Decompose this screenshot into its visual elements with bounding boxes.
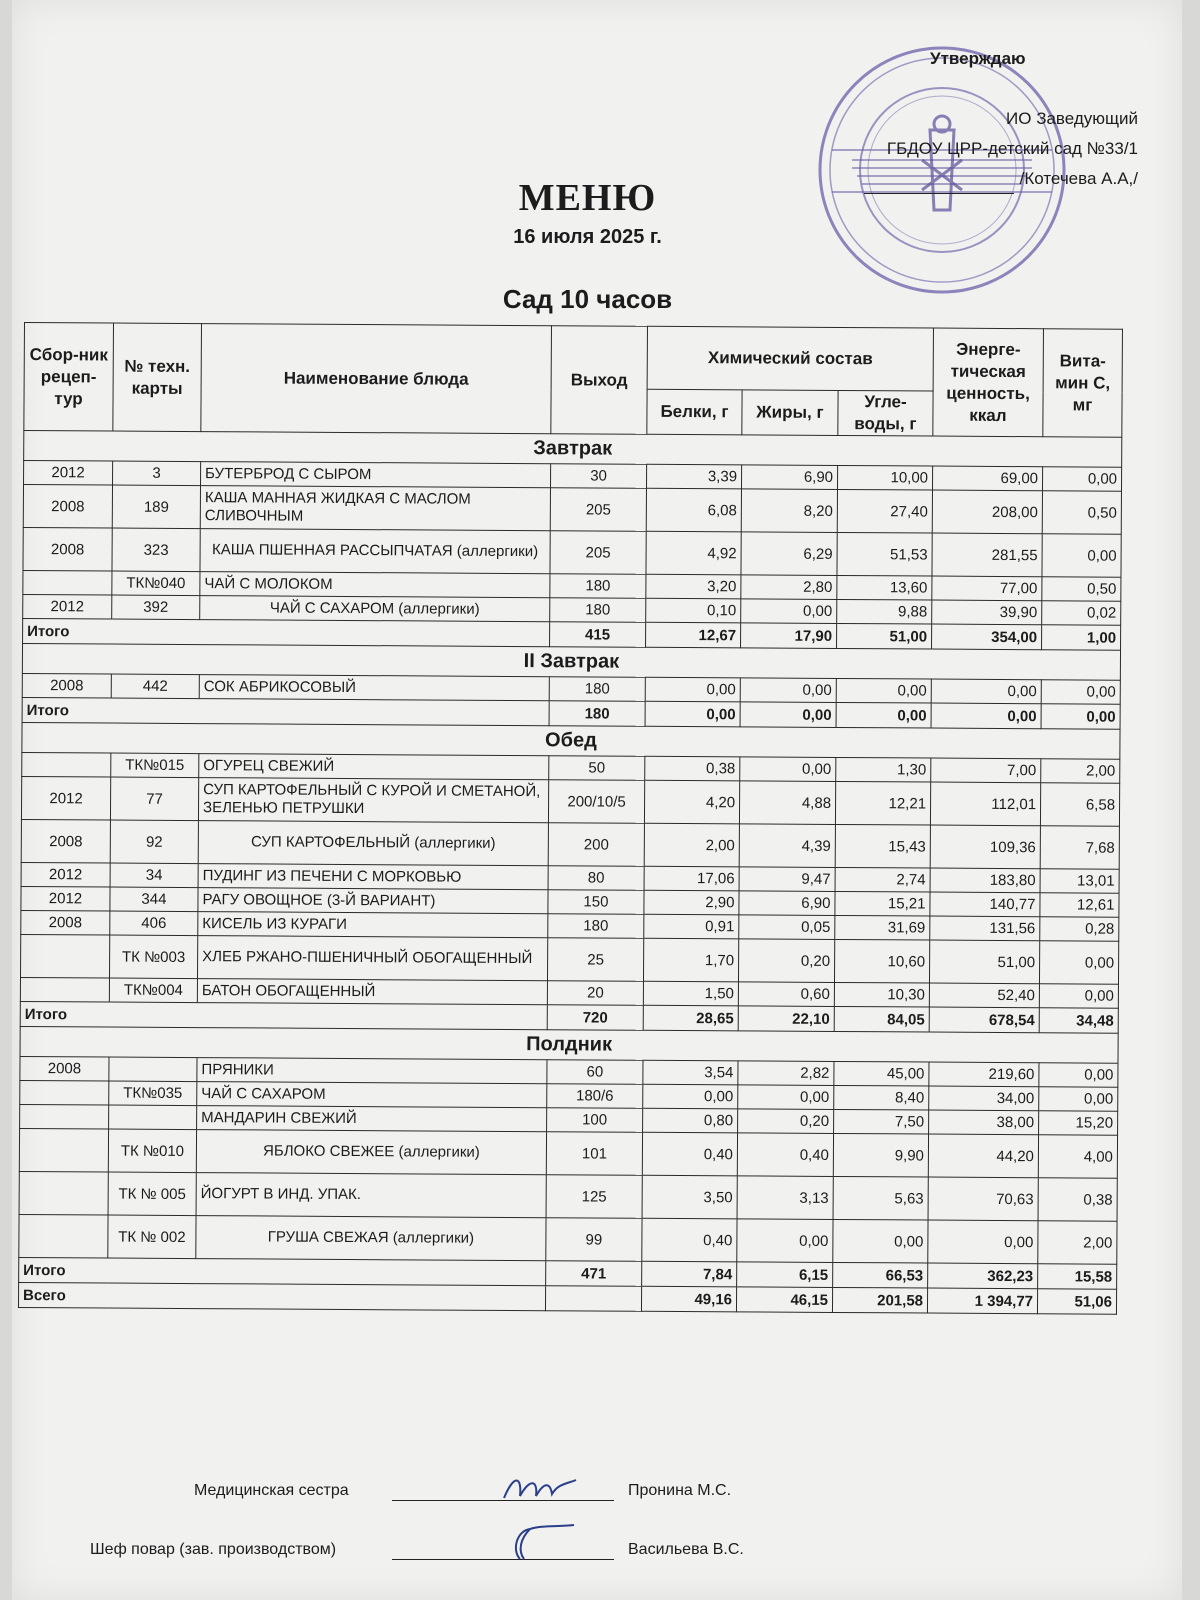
grand-total-energy-cell: 1 394,77 [927, 1288, 1037, 1314]
menu-date: 16 июля 2025 г. [513, 226, 662, 248]
output-cell: 99 [546, 1218, 642, 1262]
total-fats-cell: 17,90 [741, 623, 837, 649]
output-cell: 50 [549, 756, 645, 781]
collection-cell: 2008 [23, 527, 112, 571]
total-energy-cell: 678,54 [929, 1007, 1039, 1033]
vitamin-cell: 6,58 [1040, 783, 1119, 826]
proteins-cell: 0,00 [645, 677, 740, 702]
grand-total-proteins-cell: 49,16 [641, 1286, 736, 1312]
tech-card-cell: 442 [111, 674, 199, 699]
fats-cell: 0,60 [738, 982, 834, 1007]
carbs-cell: 0,00 [836, 678, 931, 703]
vitamin-cell: 2,00 [1038, 1221, 1117, 1264]
dish-name-cell: КАША МАННАЯ ЖИДКАЯ С МАСЛОМ СЛИВОЧНЫМ [200, 486, 550, 531]
proteins-cell: 3,39 [646, 464, 741, 489]
vitamin-cell: 2,00 [1041, 759, 1120, 783]
tech-card-cell: 392 [112, 595, 200, 620]
fats-cell: 0,20 [738, 1109, 834, 1134]
carbs-cell: 12,21 [835, 781, 930, 825]
energy-cell: 44,20 [928, 1134, 1038, 1178]
vitamin-cell: 0,02 [1042, 601, 1121, 625]
proteins-cell: 3,54 [643, 1060, 738, 1085]
energy-cell: 69,00 [932, 466, 1042, 491]
proteins-cell: 6,08 [646, 488, 741, 532]
dish-row [20, 934, 1118, 984]
nurse-signature [500, 1470, 580, 1506]
total-vitamin-cell: 1,00 [1042, 625, 1121, 650]
energy-cell: 7,00 [931, 758, 1041, 783]
vitamin-cell: 4,00 [1038, 1135, 1117, 1178]
vitamin-cell: 0,28 [1040, 917, 1119, 941]
output-cell: 205 [550, 488, 646, 532]
grand-total-label: Всего [18, 1282, 545, 1310]
output-cell: 30 [550, 464, 646, 489]
menu-table-body [18, 431, 1121, 1315]
collection-cell: 2008 [21, 819, 110, 863]
approval-position: ИО Заведующий [1006, 109, 1138, 128]
tech-card-cell: ТК № 005 [108, 1172, 196, 1216]
total-carbs-cell: 51,00 [837, 623, 932, 649]
energy-cell: 281,55 [932, 533, 1042, 577]
total-output-cell: 180 [549, 701, 645, 727]
collection-cell: 2012 [21, 776, 110, 820]
carbs-cell: 9,90 [833, 1133, 928, 1177]
collection-cell: 2008 [21, 910, 110, 935]
total-label: Итого [23, 618, 550, 646]
dish-name-cell: КИСЕЛЬ ИЗ КУРАГИ [198, 912, 548, 938]
total-label: Итого [19, 1257, 546, 1285]
output-cell: 100 [547, 1108, 643, 1133]
fats-cell: 4,88 [739, 781, 835, 825]
total-fats-cell: 22,10 [738, 1006, 834, 1032]
proteins-cell: 17,06 [644, 866, 739, 891]
grand-total-vitamin-cell: 51,06 [1037, 1289, 1116, 1314]
collection-cell: 2012 [23, 594, 112, 619]
energy-cell: 183,80 [930, 868, 1040, 893]
section-title: Обед [22, 722, 1120, 759]
tech-card-cell [109, 1105, 197, 1130]
total-carbs-cell: 0,00 [836, 702, 931, 728]
approval-title: Утверждаю [930, 49, 1026, 68]
output-cell: 200/10/5 [548, 780, 644, 824]
collection-cell: 2008 [20, 1056, 109, 1081]
fats-cell: 2,82 [738, 1061, 834, 1086]
grand-total-output-cell [545, 1286, 641, 1312]
carbs-cell: 13,60 [837, 575, 932, 600]
carbs-cell: 8,40 [834, 1085, 929, 1110]
collection-cell: 2008 [23, 485, 112, 529]
energy-cell: 131,56 [930, 916, 1040, 941]
section-title: Полдник [20, 1026, 1118, 1063]
col-proteins-header: Белки, г [647, 389, 742, 435]
total-proteins-cell: 28,65 [643, 1005, 738, 1031]
section-title: II Завтрак [22, 643, 1120, 680]
energy-cell: 0,00 [928, 1220, 1038, 1264]
output-cell: 125 [546, 1175, 642, 1219]
collection-cell [22, 752, 111, 777]
output-cell: 60 [547, 1060, 643, 1085]
carbs-cell: 1,30 [836, 757, 931, 782]
carbs-cell: 15,43 [835, 824, 930, 868]
chef-role: Шеф повар (зав. производством) [90, 1541, 337, 1558]
chef-name: Васильева В.С. [628, 1541, 744, 1558]
proteins-cell: 1,70 [643, 938, 738, 982]
fats-cell: 0,00 [737, 1219, 833, 1263]
dish-row [19, 1214, 1117, 1264]
dish-row [19, 1128, 1117, 1178]
dish-name-cell: БУТЕРБРОД С СЫРОМ [201, 462, 551, 488]
total-vitamin-cell: 0,00 [1041, 704, 1120, 729]
total-output-cell: 471 [546, 1261, 642, 1287]
tech-card-cell: ТК № 002 [108, 1215, 196, 1259]
collection-cell [19, 1214, 108, 1258]
proteins-cell: 3,20 [646, 574, 741, 599]
vitamin-cell: 0,00 [1039, 941, 1118, 984]
output-cell: 180 [550, 598, 646, 623]
fats-cell: 9,47 [739, 867, 835, 892]
proteins-cell: 0,10 [646, 598, 741, 623]
total-energy-cell: 0,00 [931, 703, 1041, 729]
fats-cell: 0,00 [740, 757, 836, 782]
total-carbs-cell: 66,53 [833, 1262, 928, 1288]
collection-cell: 2012 [21, 862, 110, 887]
proteins-cell: 4,20 [644, 780, 739, 824]
output-cell: 150 [548, 890, 644, 915]
collection-cell [19, 1128, 108, 1172]
carbs-cell: 10,60 [834, 939, 929, 983]
tech-card-cell: 3 [113, 461, 201, 486]
fats-cell: 6,90 [739, 891, 835, 916]
col-dish-name-header: Наименование блюда [201, 324, 552, 434]
col-vitamin-header: Вита-мин С, мг [1043, 329, 1123, 437]
carbs-cell: 9,88 [837, 599, 932, 624]
total-fats-cell: 6,15 [737, 1262, 833, 1288]
output-cell: 200 [548, 823, 644, 867]
tech-card-cell: ТК№015 [111, 753, 199, 778]
energy-cell: 112,01 [930, 782, 1040, 826]
proteins-cell: 0,91 [644, 914, 739, 939]
carbs-cell: 51,53 [837, 532, 932, 576]
collection-cell [20, 1104, 109, 1129]
energy-cell: 219,60 [929, 1062, 1039, 1087]
nurse-role: Медицинская сестра [194, 1482, 349, 1499]
carbs-cell: 31,69 [835, 915, 930, 940]
vitamin-cell: 15,20 [1039, 1111, 1118, 1135]
vitamin-cell: 0,00 [1039, 1063, 1118, 1087]
col-carbs-header: Угле-воды, г [838, 390, 933, 436]
dish-name-cell: БАТОН ОБОГАЩЕННЫЙ [197, 979, 547, 1005]
output-cell: 180 [548, 914, 644, 939]
collection-cell [20, 934, 109, 978]
fats-cell: 3,13 [737, 1176, 833, 1220]
energy-cell: 208,00 [932, 490, 1042, 534]
dish-name-cell: СУП КАРТОФЕЛЬНЫЙ (аллергики) [198, 821, 548, 866]
dish-name-cell: СУП КАРТОФЕЛЬНЫЙ С КУРОЙ И СМЕТАНОЙ, ЗЕЛЕНЬЮ ПЕТРУШКИ [198, 778, 548, 823]
page-title: МЕНЮ [518, 177, 657, 219]
fats-cell: 0,00 [740, 678, 836, 703]
fats-cell: 6,29 [741, 532, 837, 576]
total-label: Итого [20, 1001, 547, 1029]
energy-cell: 39,90 [932, 600, 1042, 625]
collection-cell [20, 1080, 109, 1105]
vitamin-cell: 0,00 [1039, 1087, 1118, 1111]
vitamin-cell: 12,61 [1040, 893, 1119, 917]
approval-signatory-name: /Котечева А.А,/ [1019, 169, 1138, 188]
proteins-cell: 2,90 [644, 890, 739, 915]
dish-name-cell: ПУДИНГ ИЗ ПЕЧЕНИ С МОРКОВЬЮ [198, 864, 548, 890]
dish-row [19, 1171, 1117, 1221]
carbs-cell: 0,00 [833, 1219, 928, 1263]
dish-name-cell: ЧАЙ С САХАРОМ (аллергики) [200, 596, 550, 622]
collection-cell: 2012 [24, 461, 113, 486]
approval-block [838, 44, 1138, 194]
collection-cell: 2012 [21, 886, 110, 911]
collection-cell: 2008 [22, 673, 111, 698]
tech-card-cell: 92 [110, 820, 198, 864]
energy-cell: 34,00 [929, 1086, 1039, 1111]
dish-name-cell: ЧАЙ С САХАРОМ [197, 1082, 547, 1108]
tech-card-cell: 34 [110, 863, 198, 888]
vitamin-cell: 0,00 [1042, 467, 1121, 491]
fats-cell: 8,20 [741, 489, 837, 533]
carbs-cell: 2,74 [835, 867, 930, 892]
vitamin-cell: 0,00 [1039, 984, 1118, 1008]
carbs-cell: 10,30 [834, 982, 929, 1007]
carbs-cell: 10,00 [837, 465, 932, 490]
total-carbs-cell: 84,05 [834, 1006, 929, 1032]
vitamin-cell: 0,50 [1042, 577, 1121, 601]
proteins-cell: 4,92 [646, 531, 741, 575]
fats-cell: 0,00 [738, 1085, 834, 1110]
collection-cell [20, 977, 109, 1002]
fats-cell: 0,05 [739, 915, 835, 940]
col-chemical-header: Химический состав [647, 326, 933, 391]
dish-name-cell: ОГУРЕЦ СВЕЖИЙ [199, 754, 549, 780]
total-proteins-cell: 0,00 [645, 701, 740, 727]
proteins-cell: 1,50 [643, 981, 738, 1006]
total-energy-cell: 354,00 [932, 624, 1042, 650]
dish-name-cell: ЙОГУРТ В ИНД. УПАК. [196, 1173, 546, 1218]
group-name: Сад 10 часов [502, 284, 673, 314]
dish-name-cell: РАГУ ОВОЩНОЕ (3-Й ВАРИАНТ) [198, 888, 548, 914]
tech-card-cell: 189 [112, 485, 200, 529]
energy-cell: 109,36 [930, 825, 1040, 869]
dish-name-cell: ЧАЙ С МОЛОКОМ [200, 572, 550, 598]
carbs-cell: 45,00 [834, 1061, 929, 1086]
carbs-cell: 7,50 [834, 1109, 929, 1134]
carbs-cell: 15,21 [835, 891, 930, 916]
output-cell: 180 [549, 677, 645, 702]
energy-cell: 77,00 [932, 576, 1042, 601]
tech-card-cell [109, 1057, 197, 1082]
nurse-name: Пронина М.С. [628, 1482, 732, 1499]
tech-card-cell: ТК№035 [109, 1081, 197, 1106]
output-cell: 80 [548, 866, 644, 891]
approval-organization: ГБДОУ ЦРР-детский сад №33/1 [886, 139, 1138, 158]
fats-cell: 0,40 [737, 1133, 833, 1177]
fats-cell: 6,90 [741, 465, 837, 490]
fats-cell: 2,80 [741, 575, 837, 600]
output-cell: 180/6 [547, 1084, 643, 1109]
fats-cell: 4,39 [739, 824, 835, 868]
proteins-cell: 0,40 [642, 1218, 737, 1262]
tech-card-cell: 406 [110, 911, 198, 936]
vitamin-cell: 0,00 [1041, 680, 1120, 704]
proteins-cell: 0,40 [642, 1132, 737, 1176]
grand-total-carbs-cell: 201,58 [832, 1287, 927, 1313]
fats-cell: 0,20 [738, 939, 834, 983]
proteins-cell: 0,80 [643, 1108, 738, 1133]
tech-card-cell: ТК№004 [109, 978, 197, 1003]
proteins-cell: 2,00 [644, 823, 739, 867]
energy-cell: 140,77 [930, 892, 1040, 917]
total-output-cell: 720 [547, 1005, 643, 1031]
dish-row [21, 819, 1119, 869]
energy-cell: 38,00 [929, 1110, 1039, 1135]
total-vitamin-cell: 15,58 [1038, 1264, 1117, 1289]
total-proteins-cell: 7,84 [642, 1261, 737, 1287]
dish-name-cell: МАНДАРИН СВЕЖИЙ [197, 1106, 547, 1132]
dish-row [23, 527, 1121, 577]
total-energy-cell: 362,23 [928, 1263, 1038, 1289]
tech-card-cell: ТК№040 [112, 571, 200, 596]
total-fats-cell: 0,00 [740, 702, 836, 728]
proteins-cell: 0,38 [645, 756, 740, 781]
total-output-cell: 415 [550, 622, 646, 648]
grand-total-fats-cell: 46,15 [736, 1287, 832, 1313]
output-cell: 101 [546, 1132, 642, 1176]
dish-row [23, 485, 1121, 535]
energy-cell: 70,63 [928, 1177, 1038, 1221]
vitamin-cell: 13,01 [1040, 869, 1119, 893]
vitamin-cell: 7,68 [1040, 826, 1119, 869]
section-title: Завтрак [24, 431, 1122, 468]
dish-name-cell: ЯБЛОКО СВЕЖЕЕ (аллергики) [196, 1130, 546, 1175]
tech-card-cell: ТК №003 [109, 935, 197, 979]
dish-name-cell: ХЛЕБ РЖАНО-ПШЕНИЧНЫЙ ОБОГАЩЕННЫЙ [197, 936, 547, 981]
total-proteins-cell: 12,67 [646, 622, 741, 648]
dish-name-cell: КАША ПШЕННАЯ РАССЫПЧАТАЯ (аллергики) [200, 529, 550, 574]
tech-card-cell: 323 [112, 528, 200, 572]
col-tech-card-header: № техн. карты [113, 323, 202, 432]
output-cell: 205 [550, 531, 646, 575]
vitamin-cell: 0,00 [1042, 534, 1121, 577]
collection-cell [23, 570, 112, 595]
menu-table [18, 322, 1123, 1315]
dish-name-cell: ПРЯНИКИ [197, 1058, 547, 1084]
energy-cell: 52,40 [929, 983, 1039, 1008]
energy-cell: 51,00 [929, 940, 1039, 984]
vitamin-cell: 0,38 [1038, 1178, 1117, 1221]
col-energy-header: Энерге-тическая ценность, ккал [933, 328, 1044, 437]
col-collection-header: Сбор-ник рецеп-тур [24, 323, 114, 432]
col-output-header: Выход [551, 326, 648, 435]
tech-card-cell: ТК №010 [108, 1129, 196, 1173]
dish-name-cell: ГРУША СВЕЖАЯ (аллергики) [196, 1216, 546, 1261]
proteins-cell: 0,00 [643, 1084, 738, 1109]
dish-row [21, 776, 1119, 826]
energy-cell: 0,00 [931, 679, 1041, 704]
output-cell: 180 [550, 574, 646, 599]
dish-name-cell: СОК АБРИКОСОВЫЙ [199, 675, 549, 701]
total-vitamin-cell: 34,48 [1039, 1008, 1118, 1033]
tech-card-cell: 344 [110, 887, 198, 912]
output-cell: 20 [547, 981, 643, 1006]
chef-signature [490, 1523, 580, 1563]
output-cell: 25 [547, 938, 643, 982]
proteins-cell: 3,50 [642, 1175, 737, 1219]
col-fats-header: Жиры, г [742, 390, 838, 436]
vitamin-cell: 0,50 [1042, 491, 1121, 534]
carbs-cell: 5,63 [833, 1176, 928, 1220]
total-label: Итого [22, 697, 549, 725]
collection-cell [19, 1171, 108, 1215]
tech-card-cell: 77 [110, 777, 198, 821]
carbs-cell: 27,40 [837, 489, 932, 533]
fats-cell: 0,00 [741, 599, 837, 624]
